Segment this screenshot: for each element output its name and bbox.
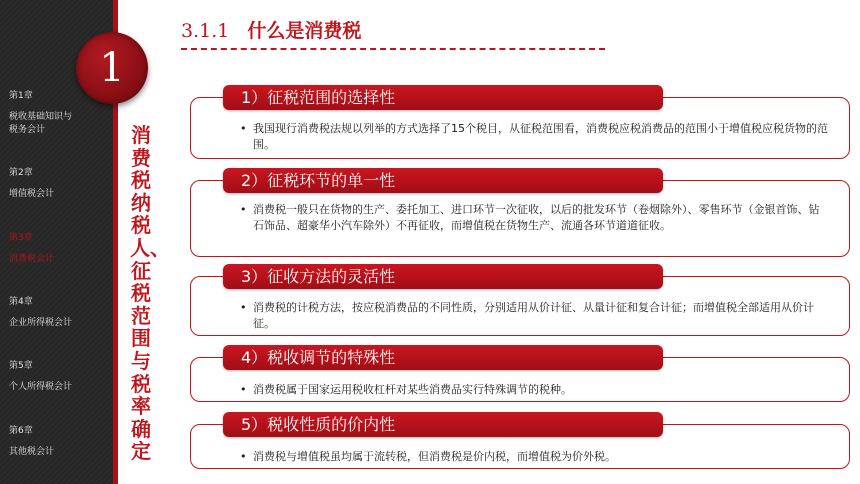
section-4 <box>190 345 850 405</box>
bullet-icon: • <box>240 203 247 216</box>
section-bullet <box>240 121 830 153</box>
chapter-title: 个人所得税会计 <box>9 382 73 392</box>
sidebar-chapter-5[interactable] <box>9 360 72 394</box>
chapter-title: 增值税会计 <box>9 189 55 199</box>
section-2 <box>190 168 850 258</box>
page-title <box>181 16 361 43</box>
vertical-title-text: 消费税纳税人、征税范围与税率确定 <box>130 123 170 464</box>
bullet-text: 消费税属于国家运用税收杠杆对某些消费品实行特殊调节的税种。 <box>253 383 572 396</box>
sidebar-chapter-2[interactable] <box>9 167 54 201</box>
section-bullet <box>240 449 830 465</box>
chapter-number: 第2章 <box>9 168 33 178</box>
bullet-text: 消费税一般只在货物的生产、委托加工、进口环节一次征收，以后的批发环节（卷烟除外）、零售环节（金银首饰、钻石饰品、超豪华小汽车除外）不再征收，而增值税在货物生产、流通各环节道道征收。 <box>253 203 820 232</box>
chapter-title: 税收基础知识与税务会计 <box>9 112 73 135</box>
section-tab: 4）税收调节的特殊性 <box>223 345 663 370</box>
sidebar-chapter-1[interactable] <box>9 90 75 137</box>
section-title: 什么是消费税 <box>247 20 362 42</box>
bullet-icon: • <box>240 122 247 135</box>
sidebar-chapter-3[interactable] <box>9 232 54 266</box>
section-tab: 3）征收方法的灵活性 <box>223 264 663 289</box>
section-tab: 5）税收性质的价内性 <box>223 412 663 437</box>
section-bullet <box>240 382 830 398</box>
bullet-text: 消费税与增值税虽均属于流转税，但消费税是价内税，而增值税为价外税。 <box>253 450 616 463</box>
chapter-number: 第6章 <box>9 426 33 436</box>
section-bullet <box>240 300 830 332</box>
chapter-title: 企业所得税会计 <box>9 318 73 328</box>
chapter-number: 第1章 <box>9 91 33 101</box>
bullet-icon: • <box>240 450 247 463</box>
chapter-number-text: 1 <box>99 45 125 91</box>
bullet-text: 消费税的计税方法，按应税消费品的不同性质，分别适用从价计征、从量计征和复合计征；而增值税全部适用从价计征。 <box>253 301 814 330</box>
bullet-text: 我国现行消费税法规以列举的方式选择了15个税目，从征税范围看，消费税应税消费品的范围小于增值税应税货物的范围。 <box>253 122 828 151</box>
chapter-number: 第5章 <box>9 361 33 371</box>
bullet-icon: • <box>240 301 247 314</box>
section-5 <box>190 412 850 472</box>
chapter-number: 第4章 <box>9 297 33 307</box>
section-tab: 1）征税范围的选择性 <box>223 85 663 110</box>
section-number: 3.1.1 <box>181 20 230 42</box>
section-tab: 2）征税环节的单一性 <box>223 168 663 193</box>
sidebar-chapter-6[interactable] <box>9 425 54 459</box>
title-divider <box>181 48 605 50</box>
chapter-title: 消费税会计 <box>9 254 55 264</box>
sidebar-chapter-4[interactable] <box>9 296 72 330</box>
section-1 <box>190 85 850 160</box>
bullet-icon: • <box>240 383 247 396</box>
section-3 <box>190 264 850 336</box>
section-bullet <box>240 202 830 234</box>
chapter-number: 第3章 <box>9 233 33 243</box>
chapter-title: 其他税会计 <box>9 447 55 457</box>
chapter-number-badge <box>76 32 148 104</box>
vertical-title <box>128 123 170 464</box>
